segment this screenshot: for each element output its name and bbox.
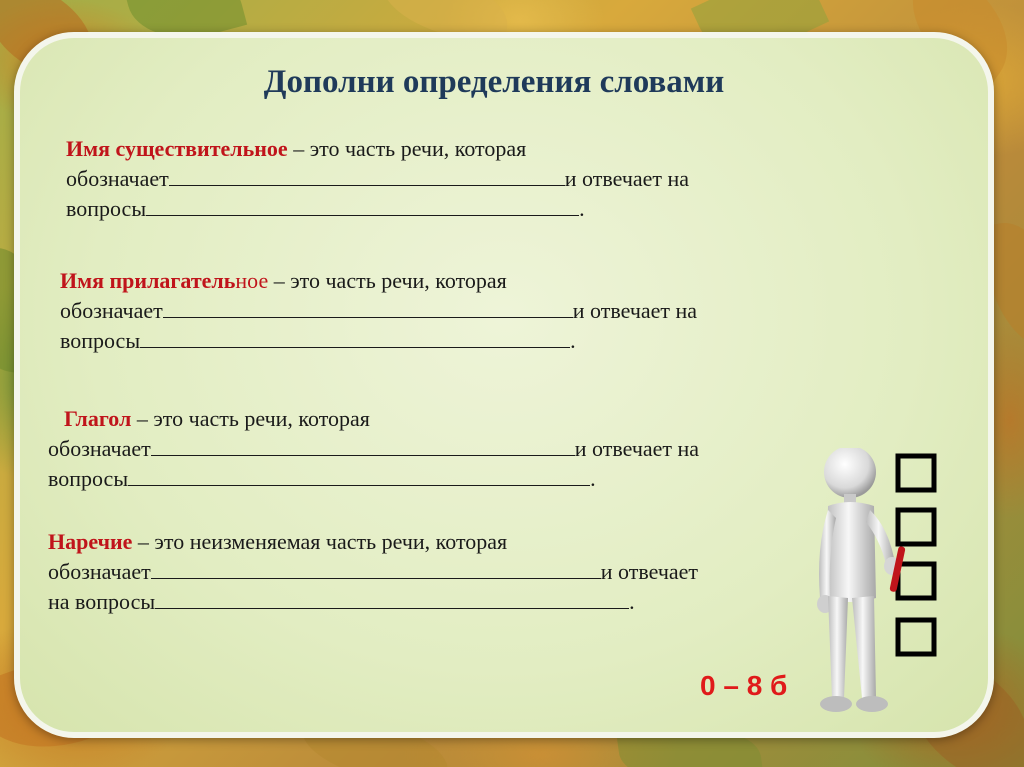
definition-line-start: обозначает [48,559,151,584]
answer-blank[interactable] [169,165,565,186]
definition-intro: – это часть речи, которая [287,136,527,161]
score-label: 0 – 8 б [700,670,788,701]
definition-line-2 [48,557,698,587]
definition-line-end: и отвечает на [564,166,690,191]
term-label: Имя прилагатель [60,268,236,293]
definition-line-start: на вопросы [48,589,156,614]
term-label: Наречие [48,529,133,554]
definition-noun [66,134,689,224]
definition-line-1 [66,134,689,164]
answer-blank[interactable] [151,435,575,456]
slide-title: Дополни определения словами [263,64,725,100]
answer-blank[interactable] [140,327,570,348]
definition-line-end: . [579,196,585,221]
checkbox-icon [898,456,934,490]
definition-line-start: обозначает [60,298,163,323]
definition-line-2 [66,164,689,194]
definition-line-1 [60,266,697,296]
definition-line-end: . [629,589,635,614]
definition-line-3 [48,587,698,617]
slide-card [14,32,994,738]
checkbox-icon [898,564,934,598]
definition-line-2 [48,434,699,464]
person-with-checklist-icon [810,448,950,728]
definition-line-end: . [570,328,576,353]
definition-line-2 [60,296,697,326]
definition-line-start: вопросы [60,328,141,353]
definition-adverb [48,527,698,617]
checkbox-icon [898,510,934,544]
definition-line-3 [60,326,697,356]
definition-intro: – это неизменяемая часть речи, которая [132,529,508,554]
definition-line-start: вопросы [48,466,129,491]
definition-intro: – это часть речи, которая [131,406,370,431]
definition-line-end: и отвечает на [574,436,700,461]
definition-line-start: вопросы [66,196,147,221]
definition-intro: – это часть речи, которая [268,268,507,293]
answer-blank[interactable] [163,297,573,318]
answer-blank[interactable] [151,558,601,579]
term-label: Глагол [64,406,132,431]
definition-line-start: обозначает [66,166,169,191]
definition-line-3 [66,194,689,224]
definition-line-end: . [590,466,596,491]
definition-verb [48,404,699,494]
definition-line-3 [48,464,699,494]
term-extra: ное [235,268,269,293]
answer-blank[interactable] [146,195,579,216]
answer-blank[interactable] [155,588,629,609]
definition-adjective [60,266,697,356]
definition-line-end: и отвечает [600,559,699,584]
checkbox-icon [898,620,934,654]
definition-line-1 [48,404,699,434]
definition-line-end: и отвечает на [572,298,698,323]
definition-line-start: обозначает [48,436,151,461]
answer-blank[interactable] [128,465,590,486]
definition-line-1 [48,527,698,557]
term-label: Имя существительное [66,136,288,161]
